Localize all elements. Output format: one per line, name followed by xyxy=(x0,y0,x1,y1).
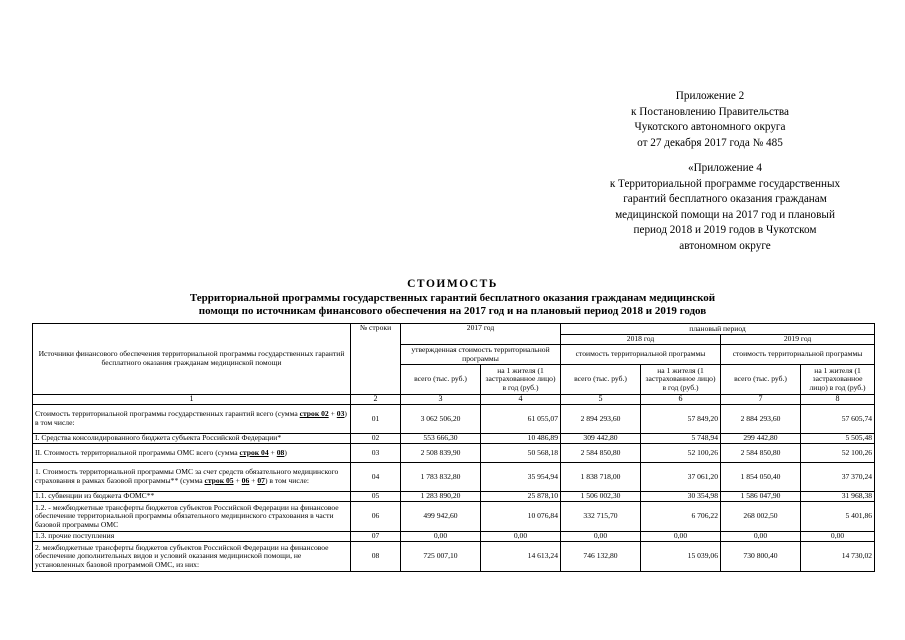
table-row xyxy=(33,532,875,542)
cell-value: 5 401,86 xyxy=(801,502,875,532)
cell-value: 268 002,50 xyxy=(721,502,801,532)
cell-value: 35 954,94 xyxy=(481,463,561,492)
cell-value: 746 132,80 xyxy=(561,542,641,572)
annex2-line: Чукотского автономного округа xyxy=(634,121,786,133)
table-row xyxy=(33,444,875,463)
cell-value: 57 849,20 xyxy=(641,405,721,434)
cell-value: 5 748,94 xyxy=(641,434,721,444)
annex4-line: гарантий бесплатного оказания гражданам xyxy=(623,193,827,205)
cell-value: 6 706,22 xyxy=(641,502,721,532)
table-row xyxy=(33,463,875,492)
col-number: 1 xyxy=(33,395,351,405)
cell-value: 52 100,26 xyxy=(641,444,721,463)
col-number: 6 xyxy=(641,395,721,405)
cell-value: 3 062 506,20 xyxy=(401,405,481,434)
annex2-line: к Постановлению Правительства xyxy=(631,105,789,118)
title-line-2: помощи по источникам финансового обеспечения на 2017 год и на плановый период 2018 и 2019 годов xyxy=(198,305,707,317)
header-year-2019: 2019 год xyxy=(721,335,875,345)
row-name-text: ) в том числе: xyxy=(264,476,309,485)
cell-value: 0,00 xyxy=(561,532,641,542)
row-number: 08 xyxy=(351,542,401,572)
cell-value: 0,00 xyxy=(641,532,721,542)
col-number: 8 xyxy=(801,395,875,405)
header-year-2018: 2018 год xyxy=(561,335,721,345)
header-total-2018: всего (тыс. руб.) xyxy=(561,365,641,395)
cell-value: 1 283 890,20 xyxy=(401,492,481,502)
document-title xyxy=(0,278,905,319)
cell-value: 31 968,38 xyxy=(801,492,875,502)
cell-value: 57 605,74 xyxy=(801,405,875,434)
cell-value: 2 584 850,80 xyxy=(721,444,801,463)
col-number: 4 xyxy=(481,395,561,405)
cell-value: 5 505,48 xyxy=(801,434,875,444)
row-number: 07 xyxy=(351,532,401,542)
row-name-text: + xyxy=(233,476,242,485)
header-per-capita-2017: на 1 жителя (1 застрахованное лицо) в год (руб.) xyxy=(481,365,561,395)
row-number: 06 xyxy=(351,502,401,532)
cell-value: 2 508 839,90 xyxy=(401,444,481,463)
header-cost-program-2019: стоимость территориальной программы xyxy=(721,345,875,365)
table-row xyxy=(33,502,875,532)
cell-value: 25 878,10 xyxy=(481,492,561,502)
row-ref-link[interactable]: строк 02 xyxy=(299,409,329,419)
cell-value: 1 838 718,00 xyxy=(561,463,641,492)
row-number: 05 xyxy=(351,492,401,502)
cell-value: 2 584 850,80 xyxy=(561,444,641,463)
row-ref-link[interactable]: 08 xyxy=(276,447,285,457)
header-total-2017: всего (тыс. руб.) xyxy=(401,365,481,395)
cell-value: 52 100,26 xyxy=(801,444,875,463)
col-number: 7 xyxy=(721,395,801,405)
cell-value: 2 894 293,60 xyxy=(561,405,641,434)
cell-value: 499 942,60 xyxy=(401,502,481,532)
row-ref-link[interactable]: строк 05 xyxy=(204,476,234,485)
row-name xyxy=(33,463,351,492)
row-name-text: + xyxy=(268,447,277,457)
annex4-line: период 2018 и 2019 годов в Чукотском xyxy=(633,224,817,236)
cell-value: 309 442,80 xyxy=(561,434,641,444)
annex2-line: от 27 декабря 2017 года № 485 xyxy=(637,136,783,149)
row-name-text: + xyxy=(249,476,258,485)
row-ref-link[interactable]: 07 xyxy=(257,476,265,485)
cell-value: 61 055,07 xyxy=(481,405,561,434)
header-cost-program-2018: стоимость территориальной программы xyxy=(561,345,721,365)
annex4-line: «Приложение 4 xyxy=(687,162,763,174)
header-source: Источники финансового обеспечения территориальной программы государственных гарантий бесплатного оказания гражданам медицинской помощи xyxy=(33,324,351,395)
cell-value: 2 884 293,60 xyxy=(721,405,801,434)
cell-value: 0,00 xyxy=(801,532,875,542)
cell-value: 1 506 002,30 xyxy=(561,492,641,502)
annex4-line: медицинской помощи на 2017 год и плановый xyxy=(615,208,835,221)
header-per-capita-2019: на 1 жителя (1 застрахованное лицо) в год (руб.) xyxy=(801,365,875,395)
col-number: 5 xyxy=(561,395,641,405)
header-total-2019: всего (тыс. руб.) xyxy=(721,365,801,395)
table-row xyxy=(33,542,875,572)
header-planned-period: плановый период xyxy=(561,324,875,335)
title-line-1: Территориальной программы государственных гарантий бесплатного оказания гражданам медицинской xyxy=(189,291,716,304)
header-approved-cost: утвержденная стоимость территориальной программы xyxy=(401,345,561,365)
annex4-block xyxy=(575,161,875,254)
header-row-number: № строки xyxy=(351,324,401,395)
cell-value: 10 076,84 xyxy=(481,502,561,532)
cell-value: 730 800,40 xyxy=(721,542,801,572)
header-year-2017: 2017 год xyxy=(401,324,561,345)
cell-value: 15 039,06 xyxy=(641,542,721,572)
cell-value: 14 730,02 xyxy=(801,542,875,572)
cell-value: 37 370,24 xyxy=(801,463,875,492)
cell-value: 1 783 832,80 xyxy=(401,463,481,492)
cell-value: 0,00 xyxy=(721,532,801,542)
cell-value: 725 007,10 xyxy=(401,542,481,572)
cell-value: 14 613,24 xyxy=(481,542,561,572)
row-name-text: ) xyxy=(284,447,287,457)
row-number: 04 xyxy=(351,463,401,492)
title-main: СТОИМОСТЬ xyxy=(407,278,498,290)
cell-value: 30 354,98 xyxy=(641,492,721,502)
cell-value: 299 442,80 xyxy=(721,434,801,444)
row-name: 1.3. прочие поступления xyxy=(33,532,351,542)
row-name-text: 1. Стоимость территориальной программы ОМС за счет средств обязательного медицинского страхования в рамках базовой программы** (сумма xyxy=(35,467,339,485)
cell-value: 50 568,18 xyxy=(481,444,561,463)
row-name: 2. межбюджетные трансферты бюджетов субъектов Российской Федерации на финансовое обеспечение дополнительных видов и условий оказания медицинской помощи, не установленных базовой программой ОМС, из них: xyxy=(33,542,351,572)
row-name-text: Стоимость территориальной программы государственных гарантий всего (сумма xyxy=(35,409,300,419)
col-number: 3 xyxy=(401,395,481,405)
row-name-text: ) в том числе: xyxy=(35,409,347,427)
annex4-line: к Территориальной программе государственных xyxy=(609,177,841,190)
table-row xyxy=(33,434,875,444)
annex2-block xyxy=(560,89,860,151)
cell-value: 1 854 050,40 xyxy=(721,463,801,492)
cell-value: 10 486,89 xyxy=(481,434,561,444)
row-name-text: II. Стоимость территориальной программы ОМС всего (сумма xyxy=(35,447,240,457)
table-row xyxy=(33,492,875,502)
cost-table xyxy=(32,323,875,572)
cell-value: 1 586 047,90 xyxy=(721,492,801,502)
row-name-text: + xyxy=(328,409,337,419)
cell-value: 37 061,20 xyxy=(641,463,721,492)
row-name xyxy=(33,405,351,434)
row-ref-link[interactable]: 03 xyxy=(336,409,345,419)
row-number: 03 xyxy=(351,444,401,463)
annex2-line: Приложение 2 xyxy=(675,90,745,102)
row-name: 1.2. - межбюджетные трансферты бюджетов субъектов Российской Федерации на финансовое обеспечение территориальной программы обязательного медицинского страхования в части базовой программы ОМС xyxy=(33,502,351,532)
cell-value: 0,00 xyxy=(401,532,481,542)
annex4-line: автономном округе xyxy=(679,239,771,252)
row-number: 01 xyxy=(351,405,401,434)
row-ref-link[interactable]: строк 04 xyxy=(239,447,269,457)
cell-value: 332 715,70 xyxy=(561,502,641,532)
table-row xyxy=(33,405,875,434)
row-name: I. Средства консолидированного бюджета субъекта Российской Федерации* xyxy=(33,434,351,444)
cell-value: 0,00 xyxy=(481,532,561,542)
row-number: 02 xyxy=(351,434,401,444)
header-per-capita-2018: на 1 жителя (1 застрахованное лицо) в год (руб.) xyxy=(641,365,721,395)
row-name: 1.1. субвенции из бюджета ФОМС** xyxy=(33,492,351,502)
row-ref-link[interactable]: 06 xyxy=(241,476,250,485)
cell-value: 553 666,30 xyxy=(401,434,481,444)
row-name xyxy=(33,444,351,463)
col-number: 2 xyxy=(351,395,401,405)
